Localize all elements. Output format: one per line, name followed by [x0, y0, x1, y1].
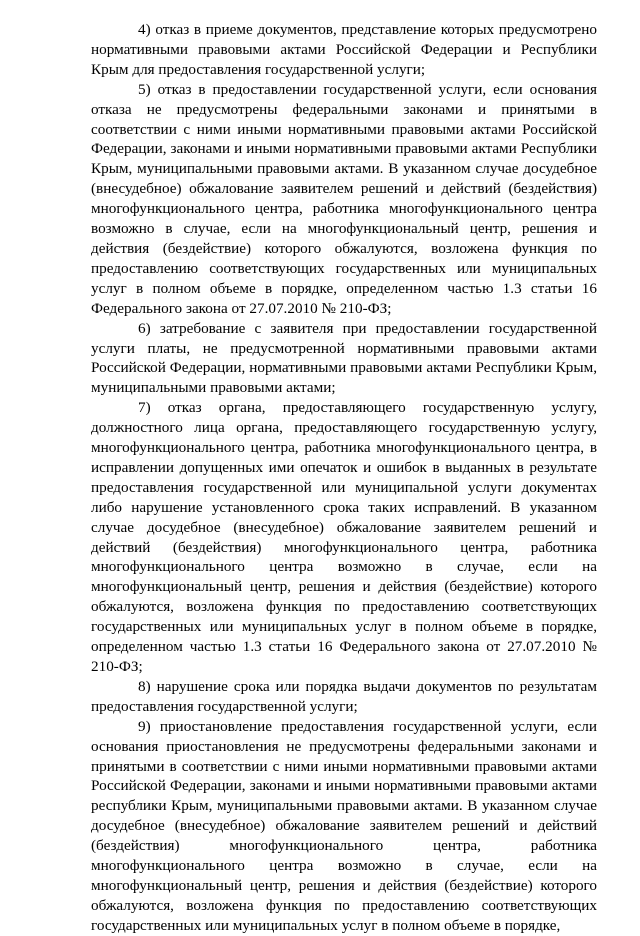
paragraph-item-7: 7) отказ органа, предоставляющего государственную услугу, должностного лица органа, предоставляющего государственную услугу, многофункционального центра, работника многофункционального центра, в исправлении допущенных ими опечаток и ошибок в выданных в результате предоставления государственной или муниципальной услуги документах либо нарушение установленного срока таких исправлений. В указанном случае досудебное (внесудебное) обжалование заявителем решений и действий (бездействия) многофункционального центра, работника многофункционального центра возможно в случае, если на многофункциональный центр, решения и действия (бездействие) которого обжалуются, возложена функция по предоставлению соответствующих государственных или муниципальных услуг в полном объеме в порядке, определенном частью 1.3 статьи 16 Федерального закона от 27.07.2010 № 210-ФЗ;: [91, 399, 597, 675]
paragraph-item-6: 6) затребование с заявителя при предоставлении государственной услуги платы, не предусмотренной нормативными правовыми актами Российской Федерации, нормативными правовыми актами Республики Крым, муниципальными правовыми актами;: [91, 319, 597, 397]
document-page: [91, 20, 597, 936]
paragraph-item-8: 8) нарушение срока или порядка выдачи документов по результатам предоставления государственной услуги;: [91, 677, 597, 715]
paragraph-item-5: 5) отказ в предоставлении государственной услуги, если основания отказа не предусмотрены федеральными законами и принятыми в соответствии с ними иными нормативными правовыми актами Российской Федерации, законами и иными нормативными правовыми актами Республики Крым, муниципальными правовыми актами. В указанном случае досудебное (внесудебное) обжалование заявителем решений и действий (бездействия) многофункционального центра, работника многофункционального центра возможно в случае, если на многофункциональный центр, решения и действия (бездействие) которого обжалуются, возложена функция по предоставлению соответствующих государственных или муниципальных услуг в полном объеме в порядке, определенном частью 1.3 статьи 16 Федерального закона от 27.07.2010 № 210-ФЗ;: [91, 80, 597, 317]
paragraph-item-9: 9) приостановление предоставления государственной услуги, если основания приостановления не предусмотрены федеральными законами и принятыми в соответствии с ними иными нормативными правовыми актами Российской Федерации, законами и иными нормативными правовыми актами республики Крым, муниципальными правовыми актами. В указанном случае досудебное (внесудебное) обжалование заявителем решений и действий (бездействия) многофункционального центра, работника многофункционального центра возможно в случае, если на многофункциональный центр, решения и действия (бездействие) которого обжалуются, возложена функция по предоставлению соответствующих государственных или муниципальных услуг в полном объеме в порядке,: [91, 717, 597, 934]
paragraph-item-4: 4) отказ в приеме документов, представление которых предусмотрено нормативными правовыми актами Российской Федерации и Республики Крым для предоставления государственной услуги;: [91, 21, 597, 78]
